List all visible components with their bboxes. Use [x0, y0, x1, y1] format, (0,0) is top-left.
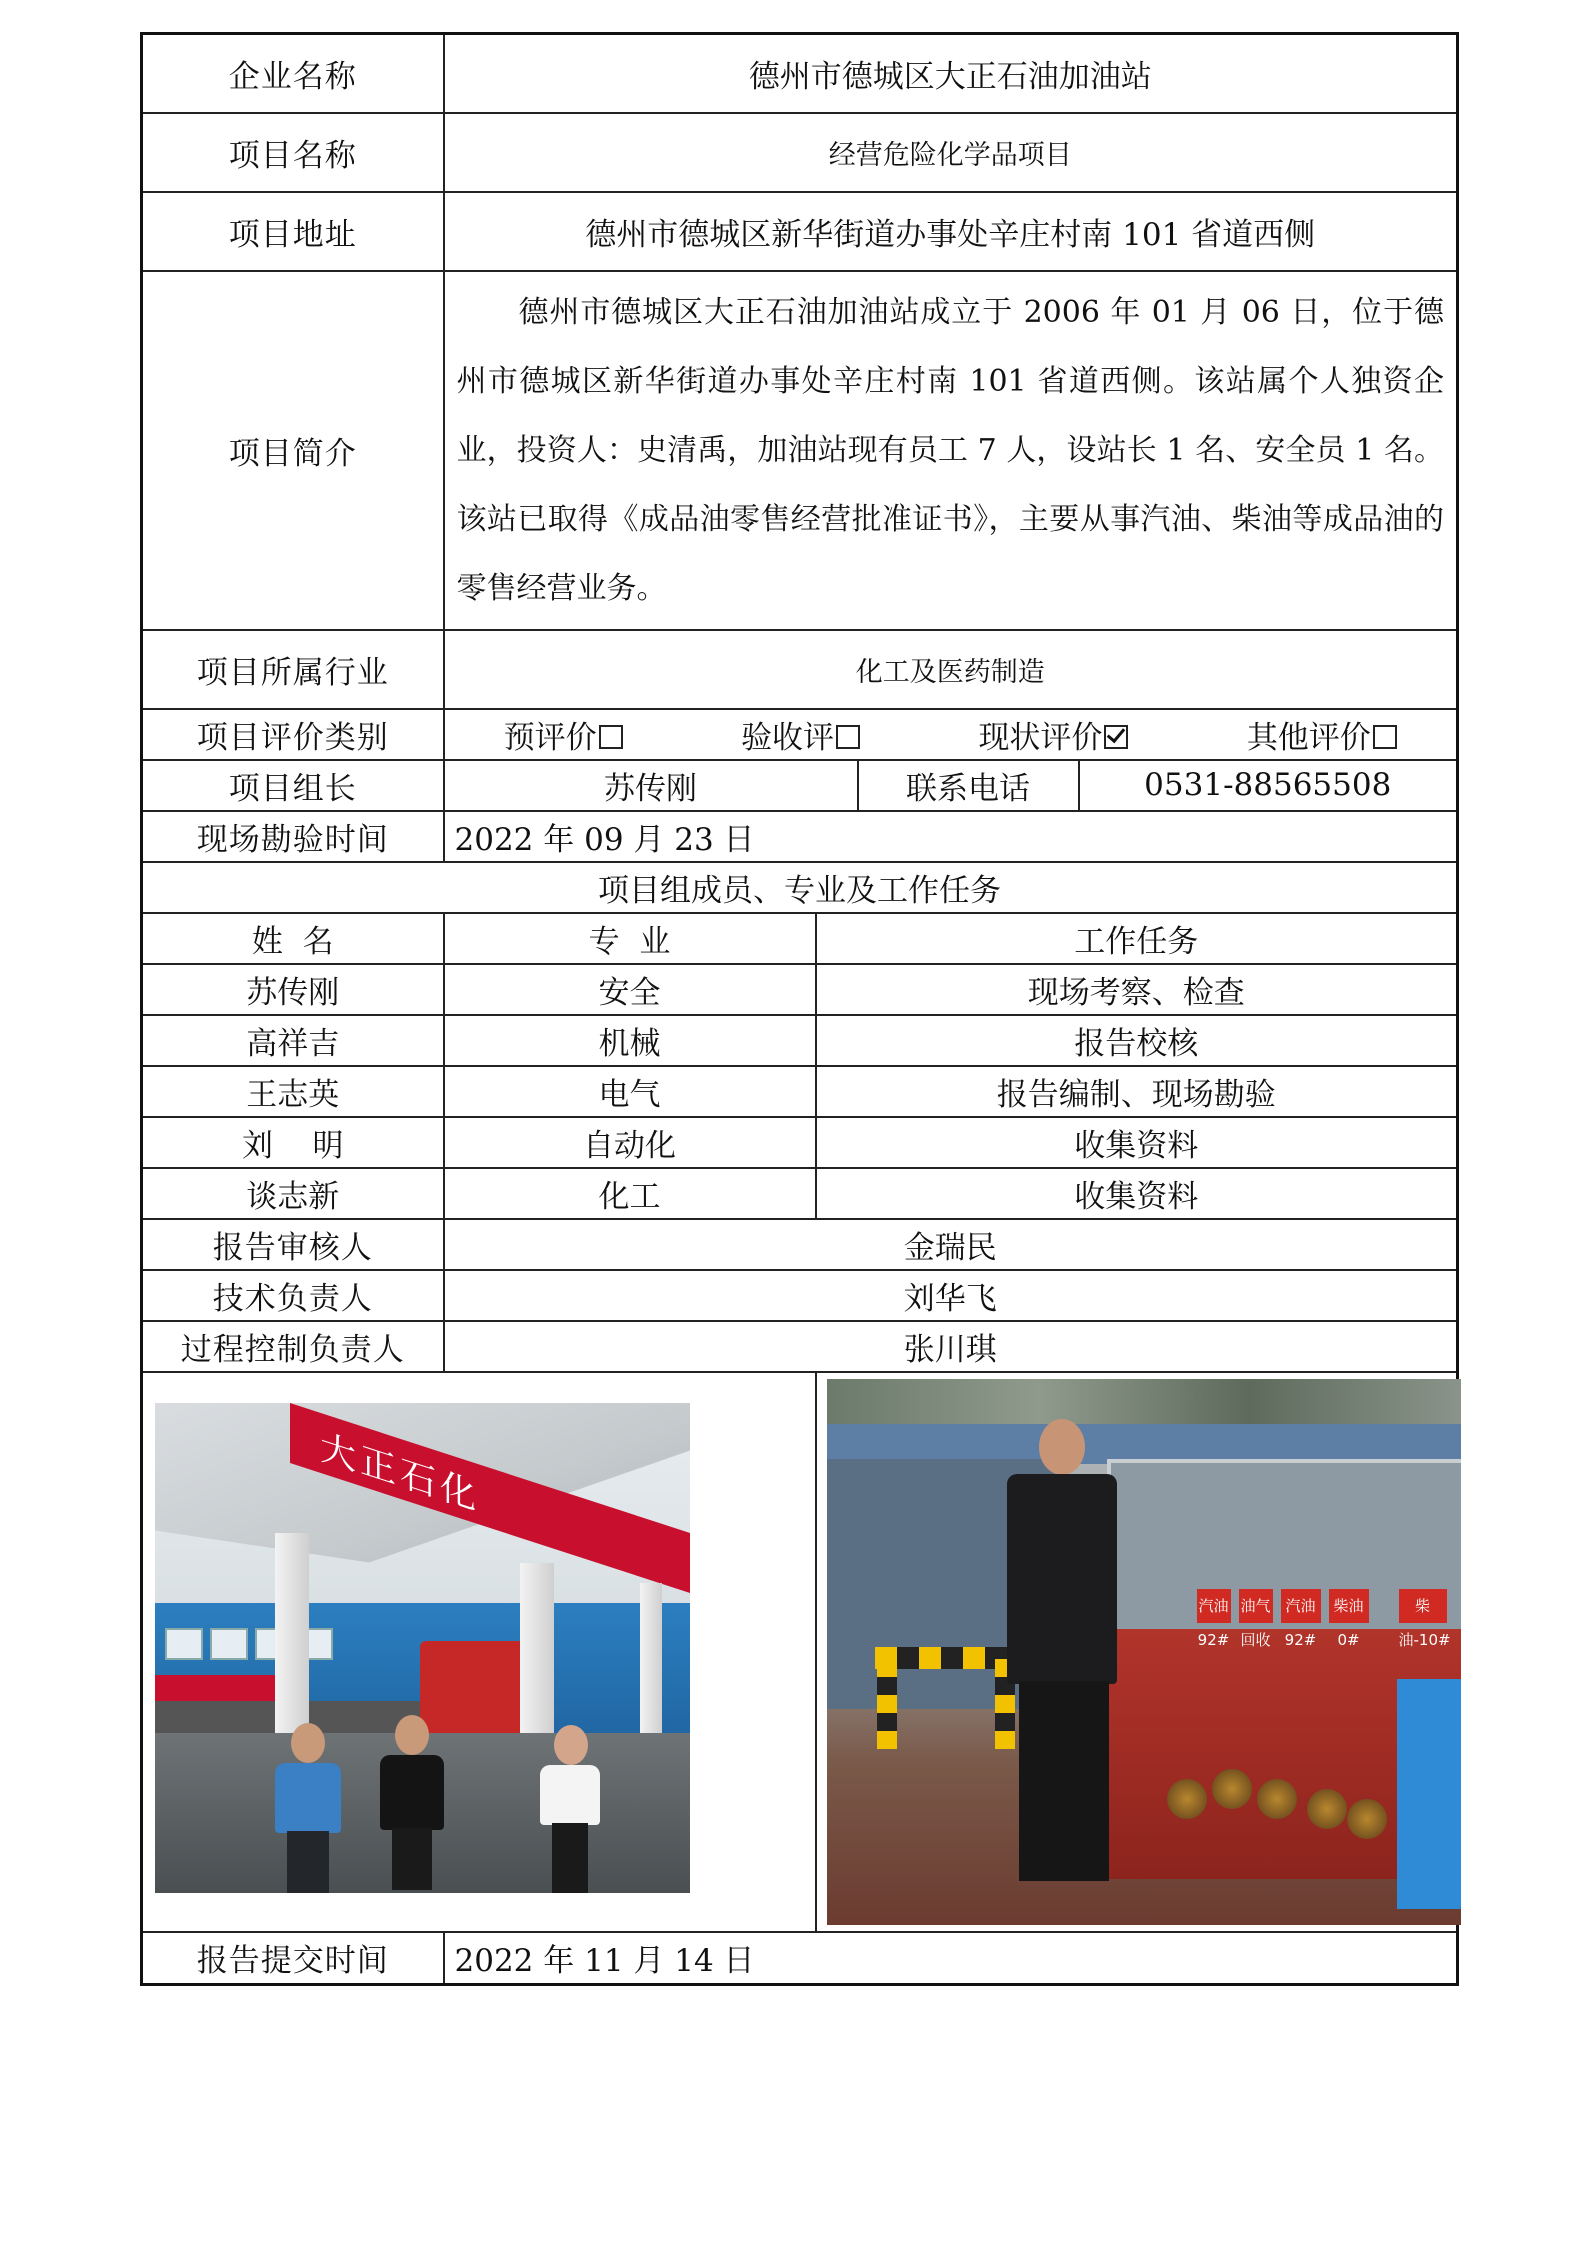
reviewer-value: 金瑞民 [444, 1219, 1458, 1270]
col-task-header: 工作任务 [816, 913, 1458, 964]
company-value: 德州市德城区大正石油加油站 [444, 34, 1458, 113]
row-category [142, 709, 1458, 760]
leader-value: 苏传刚 [444, 760, 858, 811]
fuel-sign: 汽油92# [1281, 1589, 1321, 1623]
row-company [142, 34, 1458, 113]
member-name: 高祥吉 [142, 1015, 444, 1066]
member-task: 报告编制、现场勘验 [816, 1066, 1458, 1117]
row-leader [142, 760, 1458, 811]
member-major: 化工 [444, 1168, 816, 1219]
table-row [142, 1117, 1458, 1168]
process-lead-value: 张川琪 [444, 1321, 1458, 1372]
phone-label: 联系电话 [858, 760, 1079, 811]
photo-cell-left [142, 1372, 816, 1932]
member-major: 安全 [444, 964, 816, 1015]
category-option-acceptance[interactable]: 验收评 [741, 712, 860, 757]
site-photo-canopy [155, 1403, 690, 1893]
table-row [142, 964, 1458, 1015]
member-task: 收集资料 [816, 1168, 1458, 1219]
table-row [142, 1066, 1458, 1117]
row-team-header [142, 862, 1458, 913]
canopy-sign-text: 大正石化 [320, 1426, 481, 1520]
member-name: 王志英 [142, 1066, 444, 1117]
table-row [142, 1015, 1458, 1066]
category-option-status[interactable]: 现状评价 [978, 712, 1128, 757]
member-major: 自动化 [444, 1117, 816, 1168]
tech-lead-label: 技术负责人 [142, 1270, 444, 1321]
reviewer-label: 报告审核人 [142, 1219, 444, 1270]
project-name-label: 项目名称 [142, 113, 444, 192]
project-info-table [140, 32, 1459, 1986]
team-header: 项目组成员、专业及工作任务 [142, 862, 1458, 913]
member-name: 苏传刚 [142, 964, 444, 1015]
member-major: 机械 [444, 1015, 816, 1066]
row-intro [142, 271, 1458, 630]
leader-label: 项目组长 [142, 760, 444, 811]
survey-time-label: 现场勘验时间 [142, 811, 444, 862]
category-option-pre[interactable]: 预评价 [504, 712, 623, 757]
row-submit-time [142, 1932, 1458, 1985]
row-address [142, 192, 1458, 271]
member-name: 刘 明 [142, 1117, 444, 1168]
fuel-sign: 汽油92# [1197, 1589, 1231, 1623]
submit-time-label: 报告提交时间 [142, 1932, 444, 1985]
checkbox-acceptance[interactable] [836, 725, 860, 749]
evaluation-form [140, 32, 1456, 1986]
company-label: 企业名称 [142, 34, 444, 113]
site-photo-tank-valves [827, 1379, 1461, 1925]
checkbox-pre[interactable] [599, 725, 623, 749]
industry-value: 化工及医药制造 [444, 630, 1458, 709]
tech-lead-value: 刘华飞 [444, 1270, 1458, 1321]
category-option-other[interactable]: 其他评价 [1247, 712, 1397, 757]
phone-value: 0531-88565508 [1079, 760, 1458, 811]
intro-label: 项目简介 [142, 271, 444, 630]
row-tech-lead [142, 1270, 1458, 1321]
category-options [444, 709, 1458, 760]
team-column-headers [142, 913, 1458, 964]
checkbox-other[interactable] [1373, 725, 1397, 749]
category-label: 项目评价类别 [142, 709, 444, 760]
survey-time-value: 2022 年 09 月 23 日 [444, 811, 1458, 862]
row-reviewer [142, 1219, 1458, 1270]
row-project-name [142, 113, 1458, 192]
member-major: 电气 [444, 1066, 816, 1117]
row-survey-time [142, 811, 1458, 862]
industry-label: 项目所属行业 [142, 630, 444, 709]
address-label: 项目地址 [142, 192, 444, 271]
row-photos [142, 1372, 1458, 1932]
member-name: 谈志新 [142, 1168, 444, 1219]
fuel-sign: 柴油-10# [1399, 1589, 1447, 1623]
col-major-header: 专 业 [444, 913, 816, 964]
process-lead-label: 过程控制负责人 [142, 1321, 444, 1372]
fuel-sign: 油气回收 [1239, 1589, 1273, 1623]
col-name-header: 姓 名 [142, 913, 444, 964]
checkbox-status-checked[interactable] [1104, 725, 1128, 749]
member-task: 报告校核 [816, 1015, 1458, 1066]
row-industry [142, 630, 1458, 709]
project-name-value: 经营危险化学品项目 [444, 113, 1458, 192]
address-value: 德州市德城区新华街道办事处辛庄村南 101 省道西侧 [444, 192, 1458, 271]
row-process-lead [142, 1321, 1458, 1372]
member-task: 现场考察、检查 [816, 964, 1458, 1015]
member-task: 收集资料 [816, 1117, 1458, 1168]
intro-text: 德州市德城区大正石油加油站成立于 2006 年 01 月 06 日，位于德州市德城区新华街道办事处辛庄村南 101 省道西侧。该站属个人独资企业，投资人：史清禹，加油站现有员工 7 人，设站长 1 名、安全员 1 名。该站已取得《成品油零售经营批准证书》，主要从事汽油、柴油等成品油的零售经营业务。 [444, 271, 1458, 630]
photo-cell-right [816, 1372, 1458, 1932]
submit-time-value: 2022 年 11 月 14 日 [444, 1932, 1458, 1985]
table-row [142, 1168, 1458, 1219]
fuel-sign: 柴油0# [1329, 1589, 1369, 1623]
